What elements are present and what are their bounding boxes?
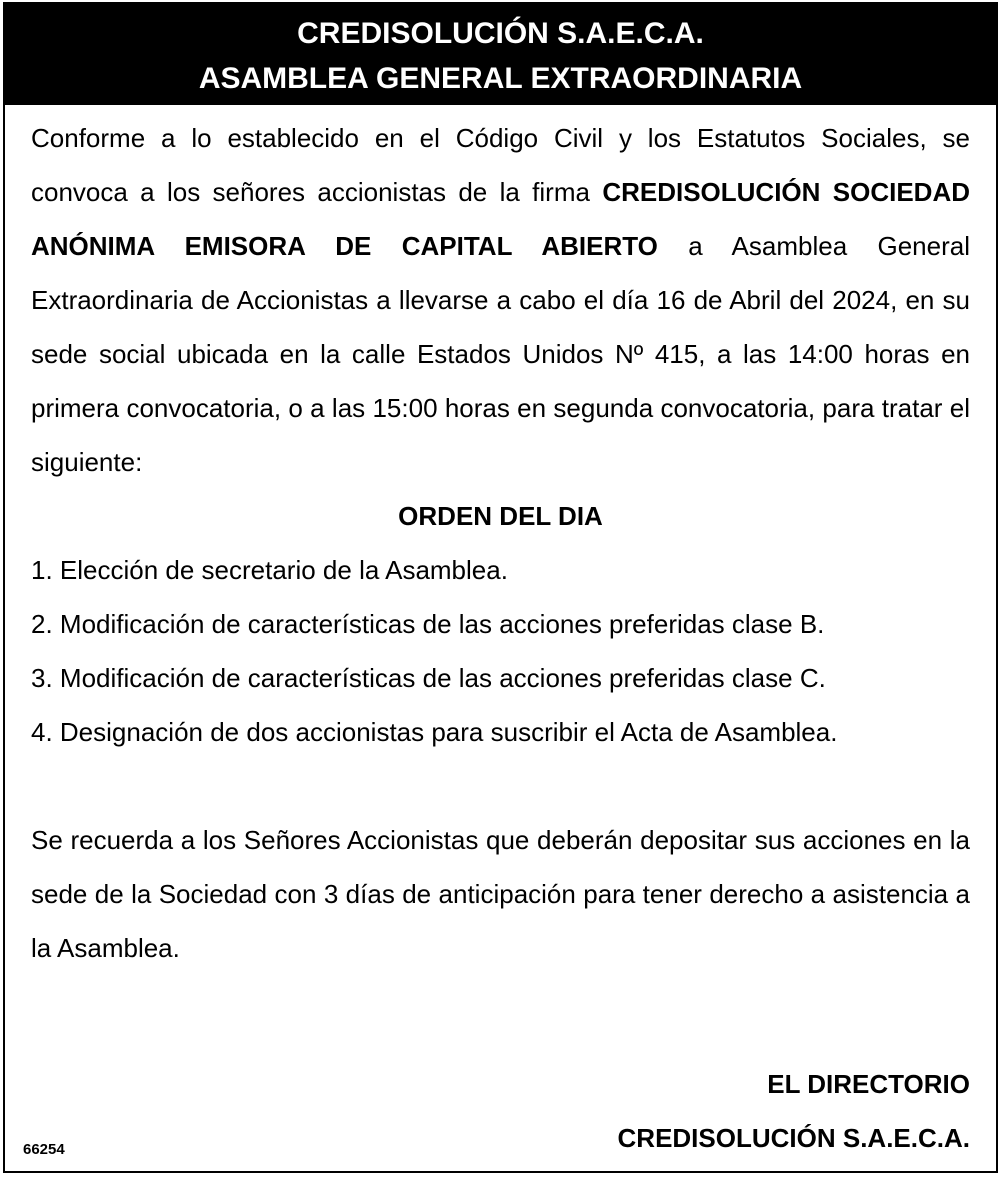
- spacer: [31, 759, 970, 813]
- spacer: [31, 975, 970, 1057]
- header-banner: [5, 4, 996, 105]
- orden-item-2: 2. Modificación de características de las acciones preferidas clase B.: [31, 609, 825, 639]
- reminder-paragraph: Se recuerda a los Señores Accionistas que deberán depositar sus acciones en la sede de la Sociedad con 3 días de anticipación para tener derecho a asistencia a la Asamblea.: [31, 825, 970, 963]
- orden-list: [31, 543, 970, 759]
- intro-text-before: Conforme a lo establecido en el Código Civil y los Estatutos Sociales, se convoca a los señores accionistas de la firma: [31, 123, 970, 207]
- intro-company-name: CREDISOLUCIÓN SOCIEDAD ANÓNIMA EMISORA DE CAPITAL ABIERTO: [31, 177, 971, 261]
- notice-box: [3, 2, 998, 1173]
- orden-item-1: 1. Elección de secretario de la Asamblea.: [31, 555, 508, 585]
- orden-item-3: 3. Modificación de características de las acciones preferidas clase C.: [31, 663, 826, 693]
- signature-board: EL DIRECTORIO: [767, 1069, 970, 1099]
- signature-company: CREDISOLUCIÓN S.A.E.C.A.: [617, 1123, 970, 1153]
- intro-paragraph: [31, 111, 970, 489]
- intro-text-after: a Asamblea General Extraordinaria de Accionistas a llevarse a cabo el día 16 de Abril del 2024, en su sede social ubicada en la calle Estados Unidos Nº 415, a las 14:00 horas en primera convocatoria, o a las 15:00 horas en segunda convocatoria, para tratar el siguiente:: [31, 231, 970, 477]
- notice-body: [5, 105, 996, 1165]
- header-title: ASAMBLEA GENERAL EXTRAORDINARIA: [198, 62, 803, 95]
- orden-title: ORDEN DEL DIA: [398, 501, 603, 531]
- reference-code: 66254: [23, 1141, 65, 1158]
- header-company: CREDISOLUCIÓN S.A.E.C.A.: [297, 17, 704, 50]
- orden-item-4: 4. Designación de dos accionistas para suscribir el Acta de Asamblea.: [31, 717, 838, 747]
